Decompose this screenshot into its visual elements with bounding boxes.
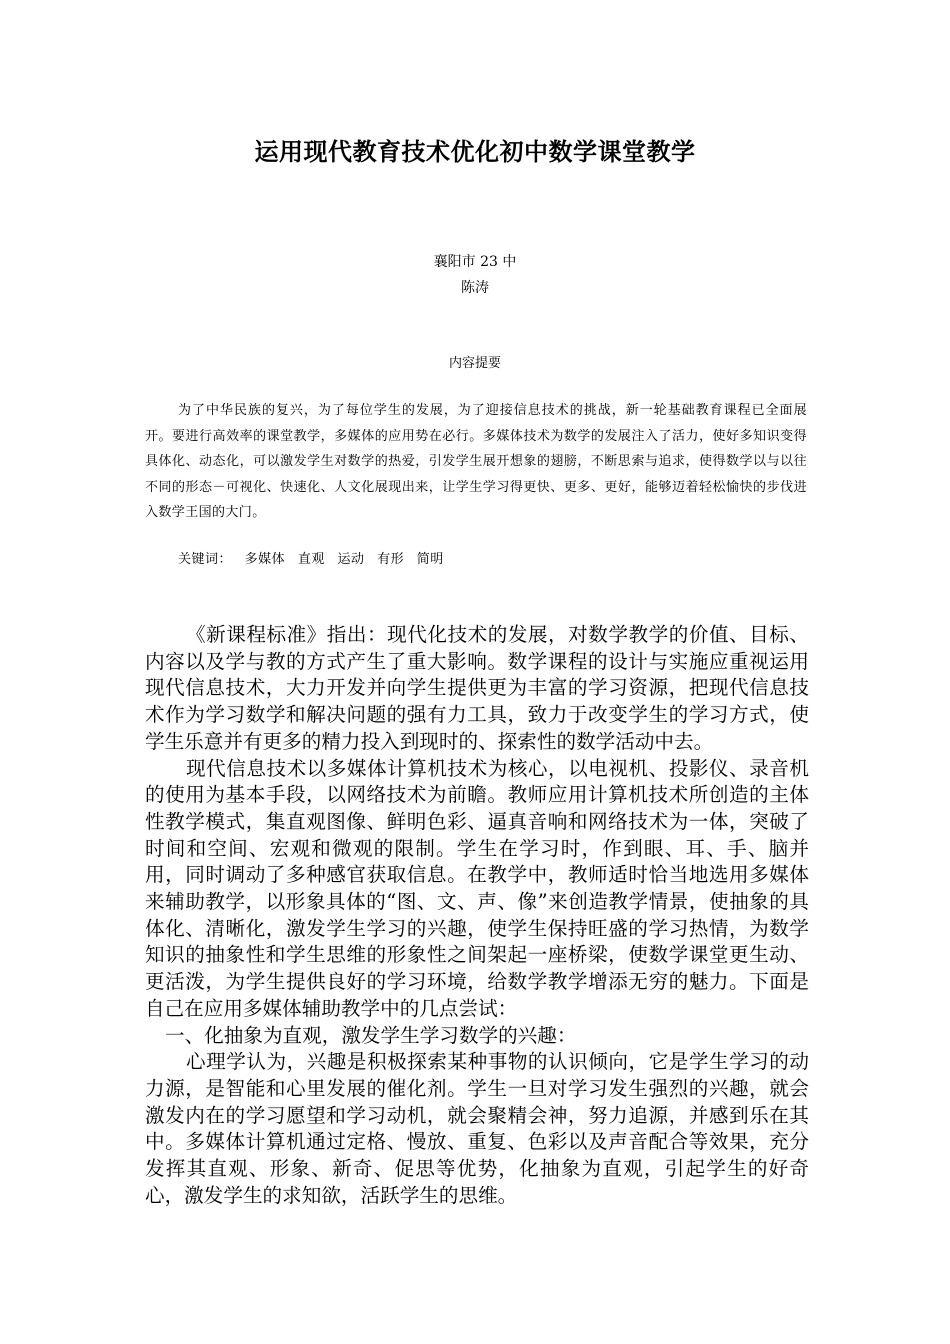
section-heading: 一、化抽象为直观，激发学生学习数学的兴趣： [165,1023,577,1047]
keywords-line [178,548,452,567]
abstract-heading: 内容提要 [448,356,501,371]
document-title: 运用现代教育技术优化初中数学课堂教学 [254,138,696,166]
body-paragraph: 《新课程标准》指出：现代化技术的发展，对数学教学的价值、目标、内容以及学与教的方式产生了重大影响。数学课程的设计与实施应重视运用现代信息技术，大力开发并向学生提供更为丰富的学习资源，把现代信息技术作为学习数学和解决问题的强有力工具，致力于改变学生的学习方式，使学生乐意并有更多的精力投入到现时的、探索性的数学活动中去。 [145,623,809,753]
body-text [145,622,809,1209]
keywords-label: 关键词： [178,552,233,567]
keyword-item: 多媒体 [244,552,286,567]
body-paragraph: 现代信息技术以多媒体计算机技术为核心，以电视机、投影仪、录音机的使用为基本手段，以网络技术为前瞻。教师应用计算机技术所创造的主体性教学模式，集直观图像、鲜明色彩、逼真音响和网络技术为一体，突破了时间和空间、宏观和微观的限制。学生在学习时，作到眼、耳、手、脑并用，同时调动了多种感官获取信息。在教学中，教师适时恰当地选用多媒体来辅助教学，以形象具体的“图、文、声、像”来创造教学情景，使抽象的具体化、清晰化，激发学生学习的兴趣，使学生保持旺盛的学习热情，为数学知识的抽象性和学生思维的形象性之间架起一座桥梁，使数学课堂更生动、更活泼，为学生提供良好的学习环境，给数学教学增添无穷的魅力。下面是自己在应用多媒体辅助教学中的几点尝试： [145,756,809,1020]
abstract-text: 为了中华民族的复兴，为了每位学生的发展，为了迎接信息技术的挑战，新一轮基础教育课程已全面展开。要进行高效率的课堂教学，多媒体的应用势在必行。多媒体技术为数学的发展注入了活力，使好多知识变得具体化、动态化，可以激发学生对数学的热爱，引发学生展开想象的翅膀，不断思索与追求，使得数学以与以往不同的形态－可视化、快速化、人文化展现出来，让学生学习得更快、更多、更好，能够迈着轻松愉快的步伐进入数学王国的大门。 [145,403,807,520]
author-name: 陈涛 [461,280,489,296]
body-paragraph: 心理学认为，兴趣是积极探索某种事物的认识倾向，它是学生学习的动力源，是智能和心里发展的催化剂。学生一旦对学习发生强烈的兴趣，就会激发内在的学习愿望和学习动机，就会聚精会神，努力追源，并感到乐在其中。多媒体计算机通过定格、慢放、重复、色彩以及声音配合等效果，充分发挥其直观、形象、新奇、促思等优势，化抽象为直观，引起学生的好奇心，激发学生的求知欲，活跃学生的思维。 [145,1050,809,1207]
keyword-item: 有形 [377,552,405,567]
keyword-item: 简明 [416,552,444,567]
keyword-item: 运动 [337,552,365,567]
author-school: 襄阳市 23 中 [433,254,517,270]
keyword-item: 直观 [297,552,325,567]
